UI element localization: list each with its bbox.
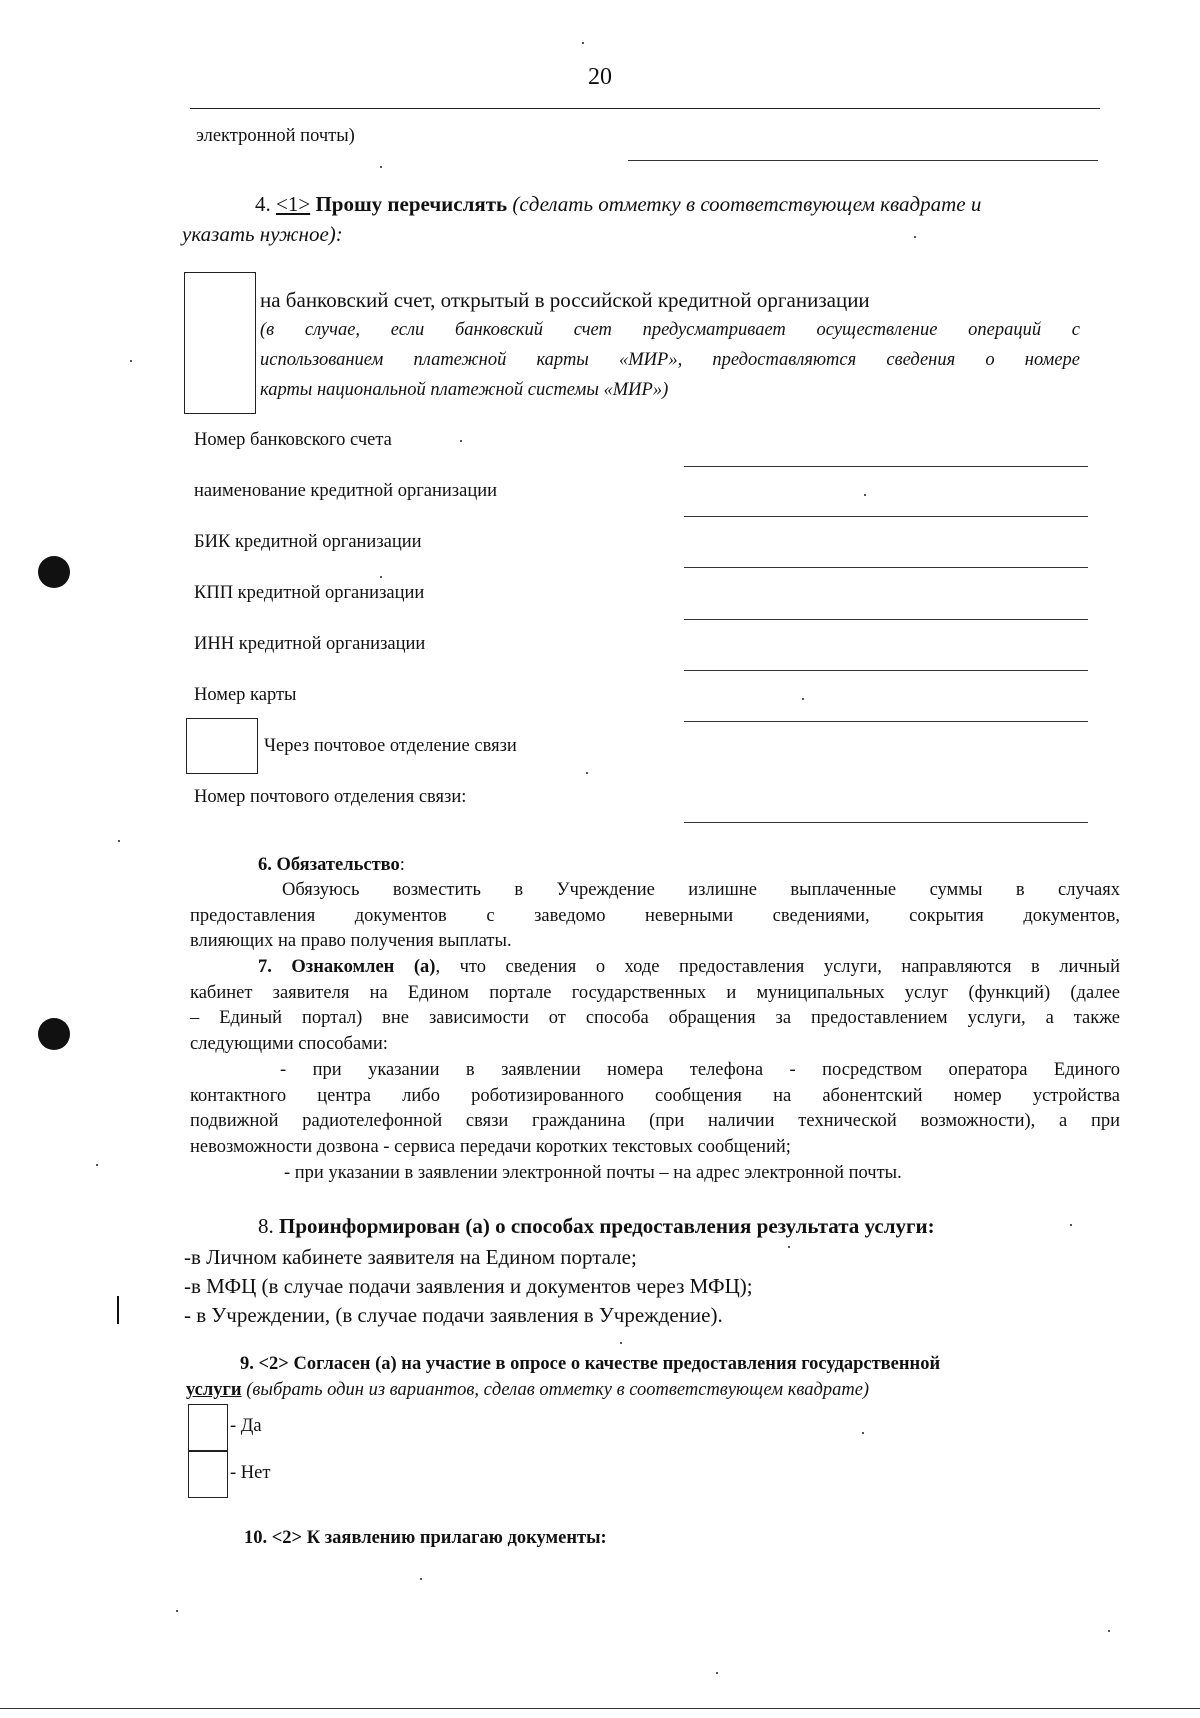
section8-item2: -в МФЦ (в случае подачи заявления и документов через МФЦ);: [184, 1274, 753, 1298]
scan-speck: [914, 236, 916, 238]
section8-item3: - в Учреждении, (в случае подачи заявления в Учреждение).: [184, 1303, 723, 1327]
punch-hole-bottom: [38, 1018, 70, 1050]
scan-speck: [130, 360, 132, 362]
field-label-kpp: КПП кредитной организации: [194, 583, 425, 603]
section7-line3: – Единый портал) вне зависимости от способа обращения за предоставлением услуги, а также: [190, 1008, 1120, 1028]
scan-speck: [1108, 1630, 1110, 1632]
margin-mark: [117, 1296, 119, 1324]
scan-speck: [586, 772, 588, 774]
field-line-kpp[interactable]: [684, 619, 1088, 620]
post-option-label: Через почтовое отделение связи: [264, 736, 517, 756]
section6-line3: влияющих на право получения выплаты.: [190, 931, 512, 951]
scan-speck: [380, 166, 382, 168]
field-label-inn: ИНН кредитной организации: [194, 634, 426, 654]
section7-line9: - при указании в заявлении электронной почты – на адрес электронной почты.: [284, 1163, 902, 1183]
scan-speck: [802, 698, 804, 700]
email-tail-label: электронной почты): [196, 126, 355, 146]
section6-heading: 6. Обязательство:: [258, 855, 405, 875]
section8-item1: -в Личном кабинете заявителя на Едином портале;: [184, 1245, 637, 1269]
footnote-ref-1[interactable]: <1>: [276, 192, 311, 216]
section9-title-line1: 9. <2> Согласен (а) на участие в опросе о качестве предоставления государственной: [240, 1354, 941, 1374]
bank-note-line3: карты национальной платежной системы «МИР»): [260, 380, 669, 400]
header-rule: [190, 108, 1100, 109]
section7-line5: - при указании в заявлении номера телефона - посредством оператора Единого: [280, 1060, 1120, 1080]
scan-speck: [620, 1342, 622, 1344]
section6-line1: Обязуюсь возместить в Учреждение излишне выплаченные суммы в случаях: [282, 880, 1120, 900]
field-line-inn[interactable]: [684, 670, 1088, 671]
survey-yes-label: - Да: [230, 1416, 262, 1436]
section4-note-start: (сделать отметку в соответствующем квадрате и: [512, 192, 982, 216]
scan-speck: [460, 440, 462, 442]
field-line-bank-name[interactable]: [684, 516, 1088, 517]
section7-line2: кабинет заявителя на Едином портале государственных и муниципальных услуг (функций) (далее: [190, 983, 1120, 1003]
field-label-post-office-number: Номер почтового отделения связи:: [194, 787, 467, 807]
field-line-account-number[interactable]: [684, 466, 1088, 467]
scan-speck: [788, 1246, 790, 1248]
section9-title-line2: услуги (выбрать один из вариантов, сделав отметку в соответствующем квадрате): [186, 1380, 870, 1400]
survey-no-label: - Нет: [230, 1463, 271, 1483]
scan-speck: [420, 1578, 422, 1580]
section6-line2: предоставления документов с заведомо неверными сведениями, сокрытия документов,: [190, 906, 1120, 926]
section7-line8: невозможности дозвона - сервиса передачи коротких текстовых сообщений;: [190, 1137, 791, 1157]
scan-speck: [176, 1610, 178, 1612]
section7-line4: следующими способами:: [190, 1034, 388, 1054]
scan-speck: [380, 576, 382, 578]
scan-speck: [1070, 1224, 1072, 1226]
field-label-bank-name: наименование кредитной организации: [194, 481, 498, 501]
field-label-account-number: Номер банковского счета: [194, 430, 392, 450]
section7-line7: подвижной радиотелефонной связи гражданина (при наличии технической возможности), а при: [190, 1111, 1120, 1131]
section4-note-end: указать нужное):: [182, 222, 343, 246]
bank-account-checkbox[interactable]: [184, 272, 256, 414]
section7-line1: 7. Ознакомлен (а), что сведения о ходе предоставления услуги, направляются в личный: [258, 957, 1120, 977]
page-number: 20: [588, 64, 612, 90]
scan-speck: [864, 494, 866, 496]
field-label-card-number: Номер карты: [194, 685, 297, 705]
scan-speck: [716, 1672, 718, 1674]
bottom-edge-rule: [0, 1708, 1200, 1709]
post-office-checkbox[interactable]: [186, 718, 258, 774]
scan-speck: [862, 1432, 864, 1434]
scan-speck: [96, 1164, 98, 1166]
bank-note-line2: использованием платежной карты «МИР», предоставляются сведения о номере: [260, 350, 1080, 370]
section4-heading: 4. <1> Прошу перечислять (сделать отметку в соответствующем квадрате и: [255, 192, 982, 216]
punch-hole-top: [38, 556, 70, 588]
survey-no-checkbox[interactable]: [188, 1450, 228, 1498]
field-line-bik[interactable]: [684, 567, 1088, 568]
field-line-card-number[interactable]: [684, 721, 1088, 722]
section7-line6: контактного центра либо роботизированного сообщения на абонентский номер устройства: [190, 1086, 1120, 1106]
scan-speck: [582, 42, 584, 44]
survey-yes-checkbox[interactable]: [188, 1404, 228, 1452]
section8-heading: 8. Проинформирован (а) о способах предоставления результата услуги:: [258, 1214, 935, 1238]
bank-option-label: на банковский счет, открытый в российской кредитной организации: [260, 288, 870, 312]
email-field-line[interactable]: [628, 160, 1098, 161]
section10-heading: 10. <2> К заявлению прилагаю документы:: [244, 1528, 607, 1548]
field-line-post-office-number[interactable]: [684, 822, 1088, 823]
scan-speck: [118, 840, 120, 842]
field-label-bik: БИК кредитной организации: [194, 532, 422, 552]
section4-title: Прошу перечислять: [315, 192, 508, 216]
bank-note-line1: (в случае, если банковский счет предусматривает осуществление операций с: [260, 320, 1080, 340]
